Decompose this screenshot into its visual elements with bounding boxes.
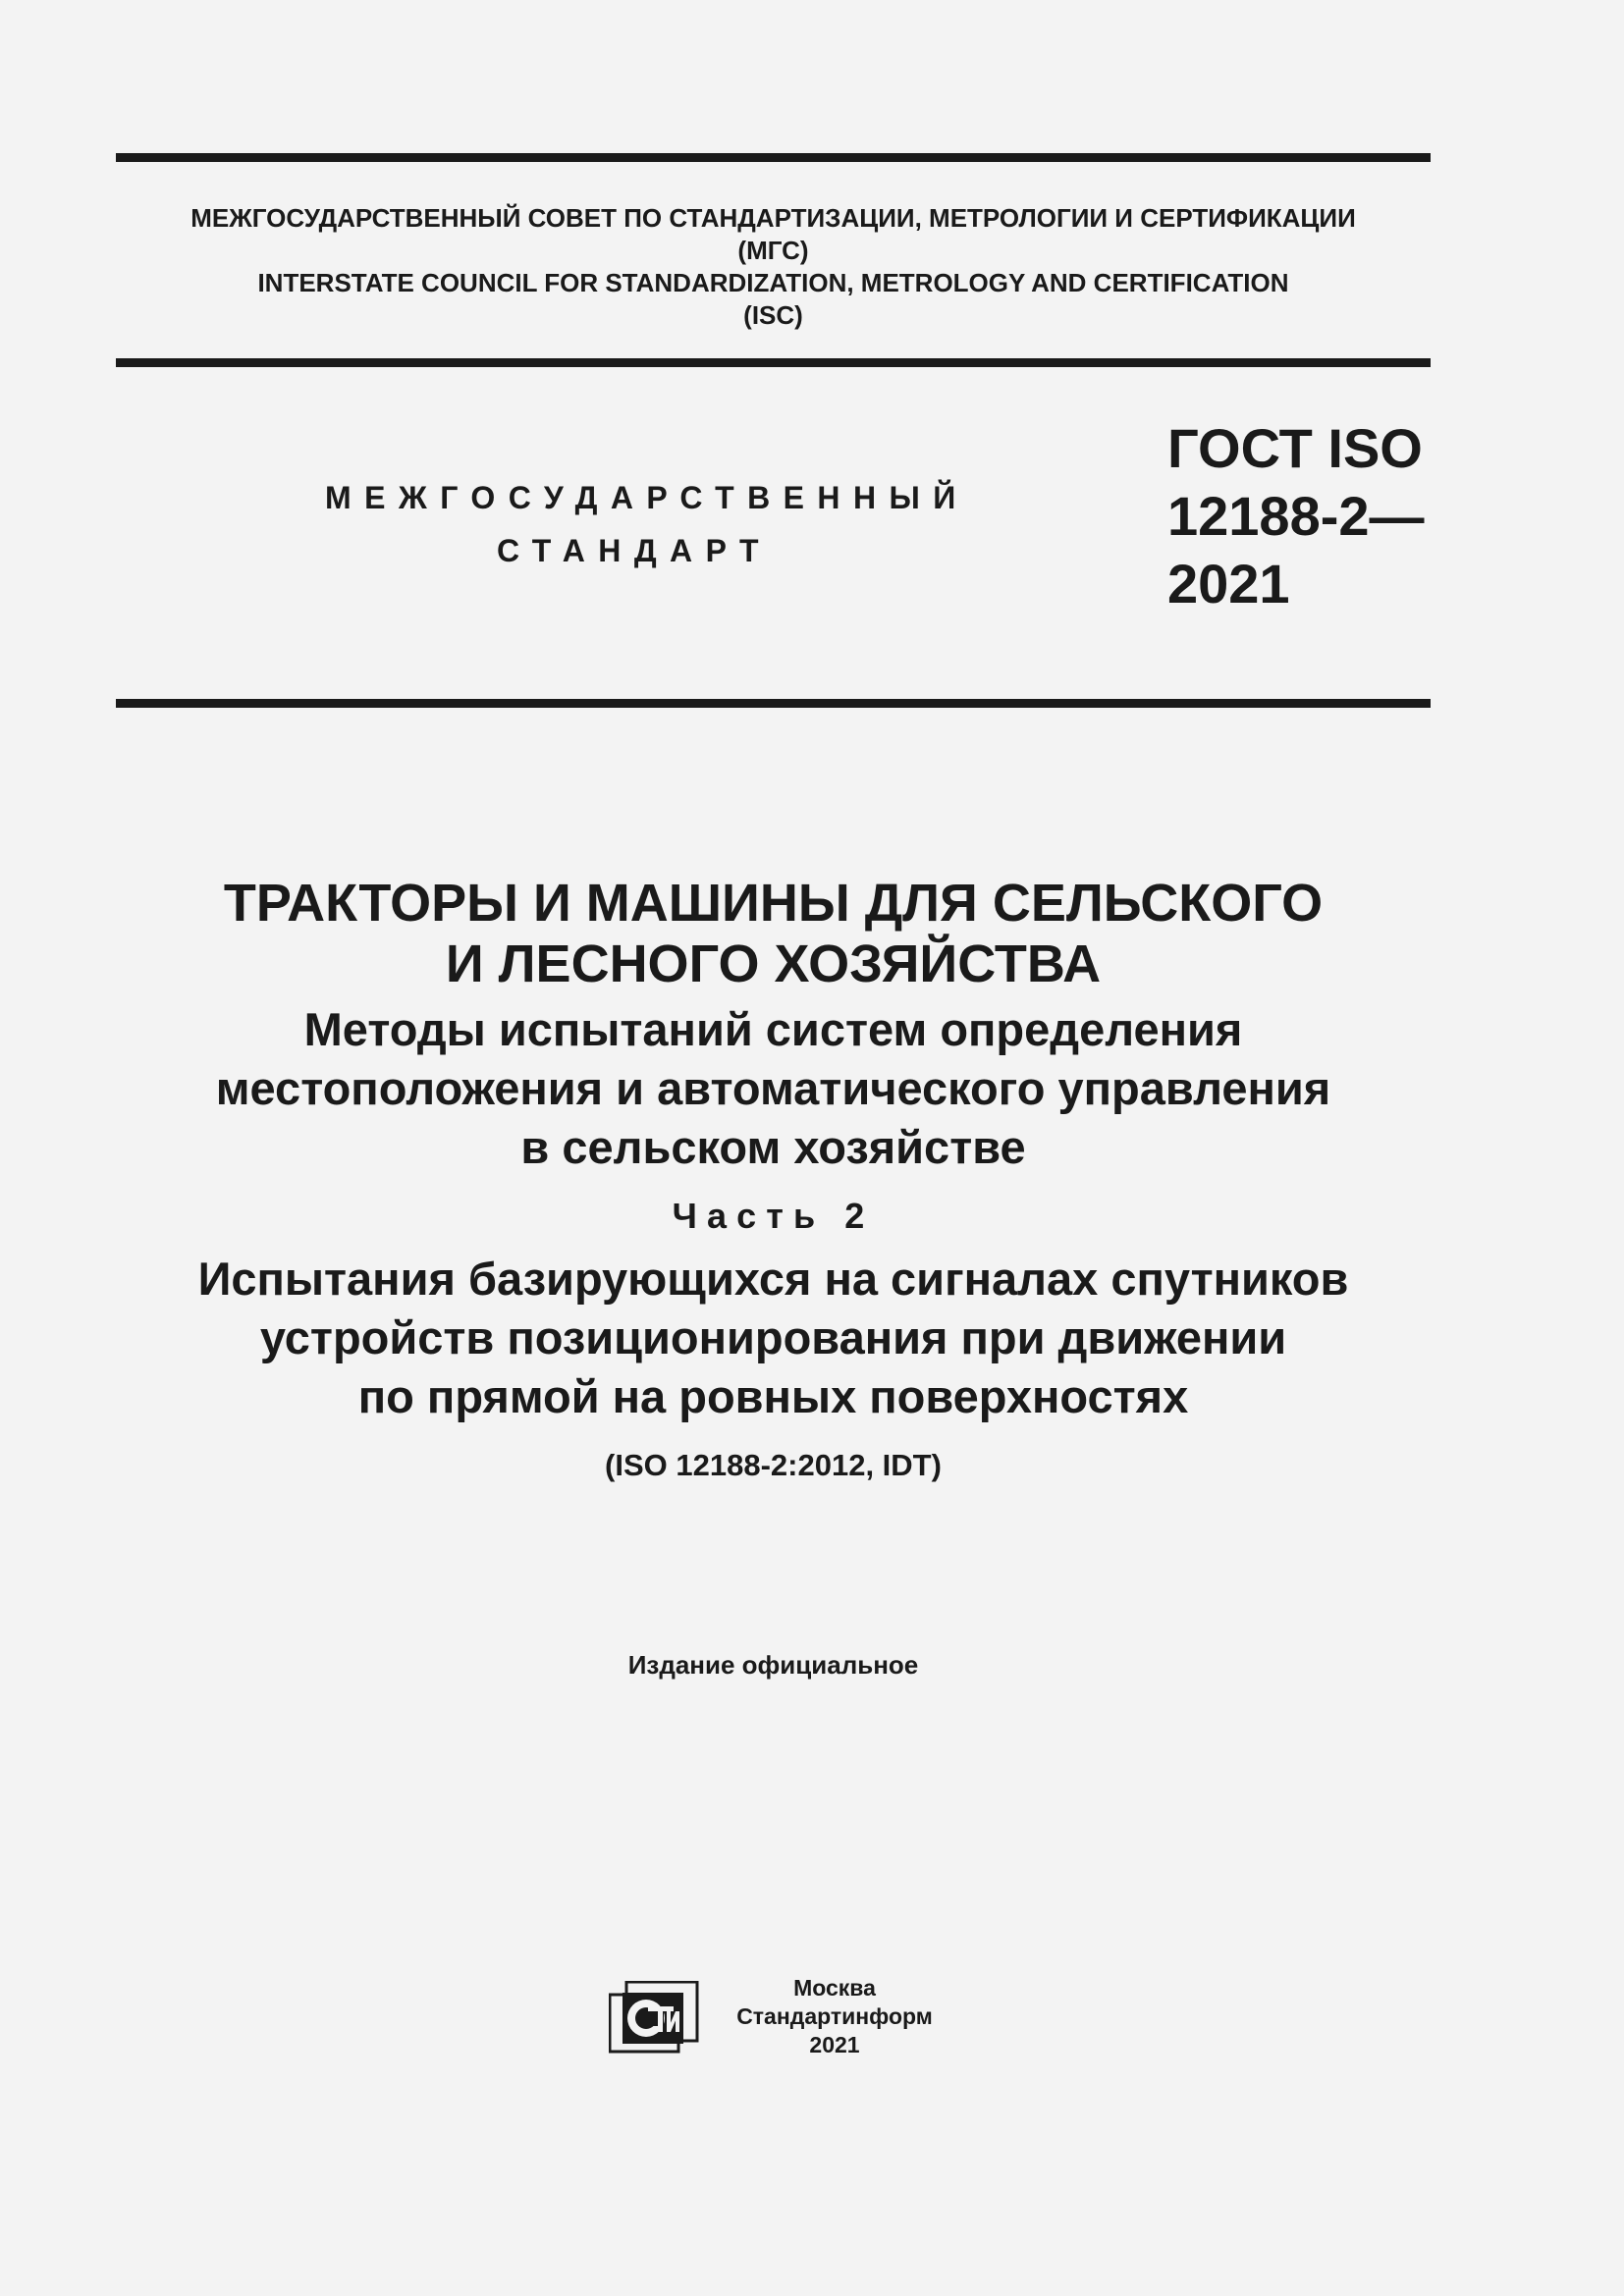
- top-rule: [116, 153, 1431, 162]
- subtitle-line2: местоположения и автоматического управления: [215, 1062, 1331, 1114]
- document-title: [116, 873, 1431, 1483]
- publisher-name: Стандартинформ: [736, 2003, 933, 2029]
- designation-line2: 12188-2—: [1167, 485, 1425, 547]
- publisher-city: Москва: [793, 1975, 876, 2001]
- part-title: [116, 1250, 1431, 1426]
- council-rule: [116, 358, 1431, 367]
- standartinform-logo-icon: [609, 1981, 699, 2054]
- main-title-line2: И ЛЕСНОГО ХОЗЯЙСТВА: [445, 934, 1102, 993]
- designation-line3: 2021: [1167, 553, 1290, 614]
- council-name-ru: МЕЖГОСУДАРСТВЕННЫЙ СОВЕТ ПО СТАНДАРТИЗАЦИИ, МЕТРОЛОГИИ И СЕРТИФИКАЦИИ: [190, 203, 1356, 233]
- designation-line1: ГОСТ ISO: [1167, 417, 1423, 479]
- part-title-line1: Испытания базирующихся на сигналах спутников: [197, 1253, 1349, 1305]
- part-number: Часть 2: [672, 1196, 875, 1236]
- part-title-line2: устройств позиционирования при движении: [259, 1311, 1287, 1363]
- publisher-year: 2021: [809, 2032, 860, 2057]
- subtitle-line1: Методы испытаний систем определения: [303, 1003, 1243, 1055]
- designation-rule: [116, 699, 1431, 708]
- council-abbr-ru: (МГС): [737, 236, 809, 265]
- iso-reference: (ISO 12188-2:2012, IDT): [605, 1448, 942, 1482]
- main-title: [116, 873, 1431, 994]
- council-abbr-en: (ISC): [743, 300, 803, 330]
- publisher-block: [717, 1974, 952, 2059]
- standard-type-line2: СТАНДАРТ: [497, 533, 772, 568]
- subtitle-line3: в сельском хозяйстве: [520, 1121, 1026, 1173]
- subtitle: [116, 1000, 1431, 1177]
- standard-type-line1: МЕЖГОСУДАРСТВЕННЫЙ: [325, 480, 969, 515]
- main-title-line1: ТРАКТОРЫ И МАШИНЫ ДЛЯ СЕЛЬСКОГО: [223, 874, 1324, 933]
- edition-note: Издание официальное: [627, 1650, 919, 1680]
- council-header: [116, 202, 1431, 332]
- standard-designation: [1167, 414, 1425, 617]
- council-name-en: INTERSTATE COUNCIL FOR STANDARDIZATION, METROLOGY AND CERTIFICATION: [257, 268, 1289, 297]
- part-title-line3: по прямой на ровных поверхностях: [357, 1370, 1189, 1422]
